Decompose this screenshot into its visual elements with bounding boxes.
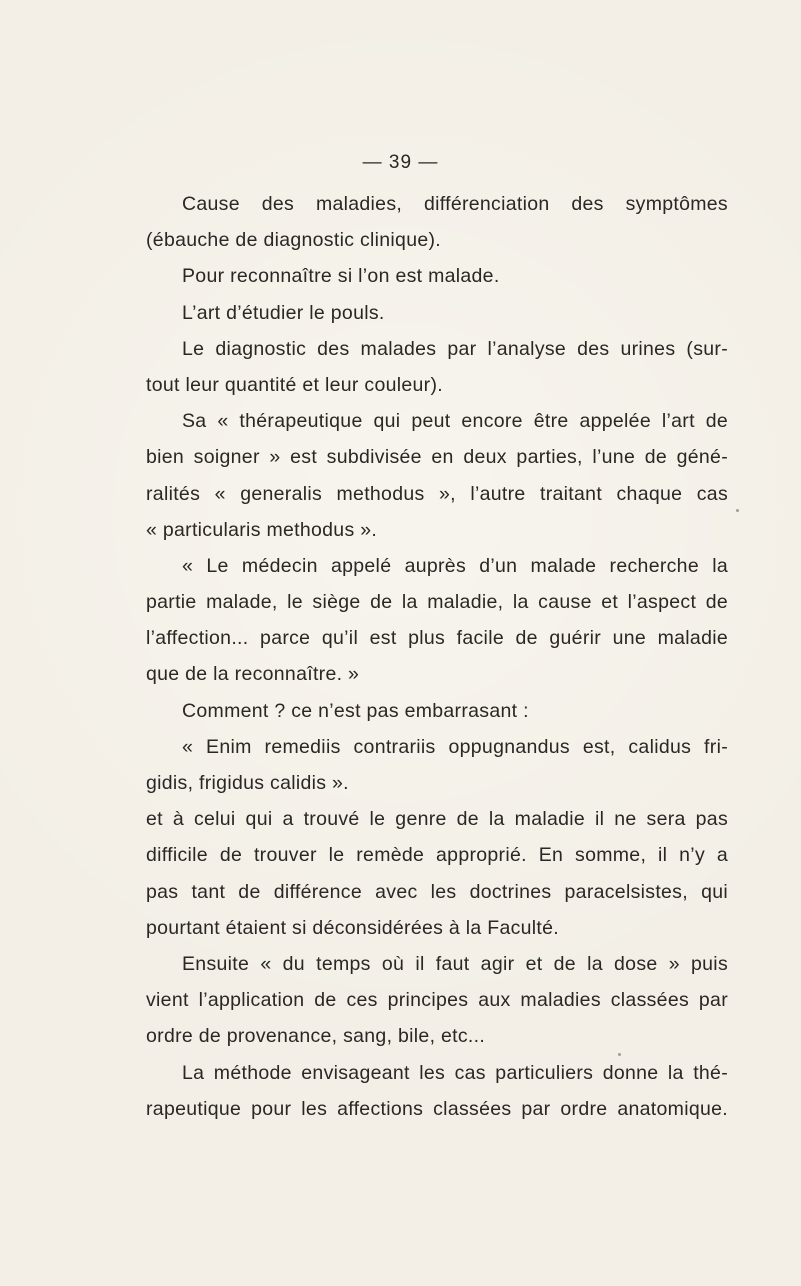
text-line: Pour reconnaître si l’on est malade. xyxy=(182,265,500,288)
text-line: rapeutique pour les affections classées par ordre anatomique. xyxy=(146,1097,728,1120)
text-line: Cause des maladies, différenciation des symptômes xyxy=(182,193,728,215)
text-line: « Le médecin appelé auprès d’un malade recherche la xyxy=(182,554,728,577)
page-number: — 39 — xyxy=(362,152,439,173)
text-line: ralités « generalis methodus », l’autre traitant chaque cas xyxy=(146,482,728,505)
text-line: Ensuite « du temps où il faut agir et de la dose » puis xyxy=(182,952,728,975)
print-speck xyxy=(736,509,739,512)
text-line: gidis, frigidus calidis ». xyxy=(146,772,349,794)
text-line: Le diagnostic des malades par l’analyse des urines (sur- xyxy=(182,337,728,360)
text-line: « particularis methodus ». xyxy=(146,518,378,541)
text-line: pourtant étaient si déconsidérées à la Faculté. xyxy=(146,916,560,939)
text-line: L’art d’étudier le pouls. xyxy=(182,301,385,324)
text-line: tout leur quantité et leur couleur). xyxy=(146,373,443,396)
text-line: partie malade, le siège de la maladie, la cause et l’aspect de xyxy=(146,591,728,614)
text-line: l’affection... parce qu’il est plus facile de guérir une maladie xyxy=(146,627,728,650)
text-line: pas tant de différence avec les doctrines paracelsistes, qui xyxy=(146,880,728,903)
text-line: et à celui qui a trouvé le genre de la maladie il ne sera pas xyxy=(146,808,728,831)
text-line: difficile de trouver le remède approprié. En somme, il n’y a xyxy=(146,844,728,867)
text-line: que de la reconnaître. » xyxy=(146,663,360,686)
text-line: « Enim remediis contrariis oppugnandus est, calidus fri- xyxy=(182,735,728,758)
text-line: vient l’application de ces principes aux maladies classées par xyxy=(146,989,728,1012)
text-line: Sa « thérapeutique qui peut encore être appelée l’art de xyxy=(182,410,728,433)
text-line: Comment ? ce n’est pas embarrasant : xyxy=(182,699,529,722)
page-body xyxy=(146,186,728,1127)
text-line: bien soigner » est subdivisée en deux parties, l’une de géné- xyxy=(146,446,728,469)
text-line: (ébauche de diagnostic clinique). xyxy=(146,229,442,252)
print-speck xyxy=(618,1053,621,1056)
text-line: La méthode envisageant les cas particuliers donne la thé- xyxy=(182,1061,728,1084)
text-line: ordre de provenance, sang, bile, etc... xyxy=(146,1025,486,1048)
